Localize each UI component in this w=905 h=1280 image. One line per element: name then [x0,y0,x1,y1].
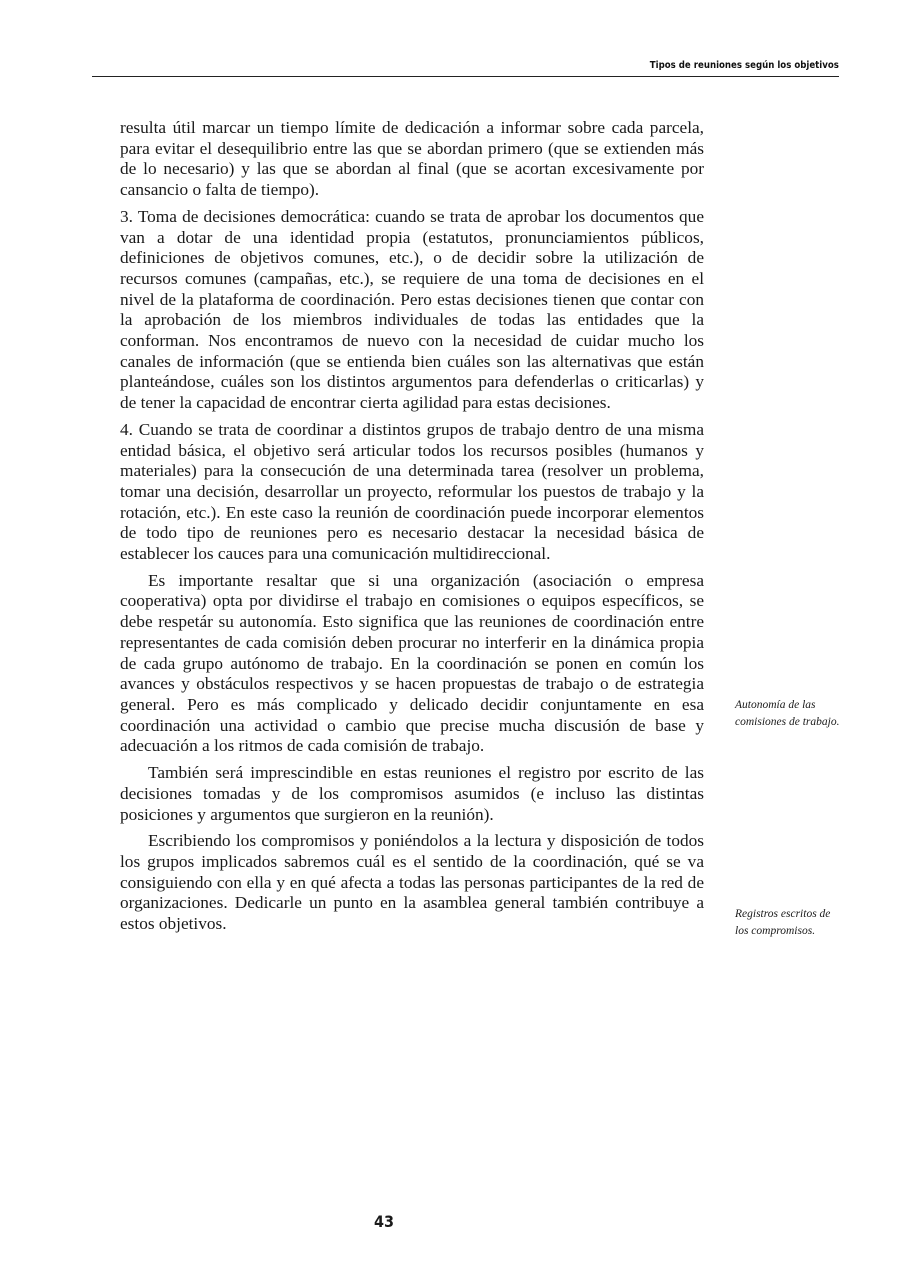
main-text-column [120,118,704,941]
paragraph-item-4: 4. Cuando se trata de coordinar a distintos grupos de trabajo dentro de una misma entidad básica, el objetivo será articular todos los recursos posibles (humanos y materiales) para la consecución de una determinada tarea (resolver un problema, tomar una decisión, desarrollar un proyecto, reformular los puestos de trabajo y la rotación, etc.). En este caso la reunión de coordinación puede incorporar elementos de todo tipo de reuniones pero es necesario destacar la necesidad básica de establecer los cauces para una comunicación multidireccional. [120,419,704,564]
margin-note-autonomy: Autonomía de las comisiones de trabajo. [735,699,840,728]
running-header-title: Tipos de reuniones según los objetivos [649,60,839,71]
header-rule [92,76,839,77]
paragraph-continuation: resulta útil marcar un tiempo límite de dedicación a informar sobre cada parcela, para evitar el desequilibrio entre las que se abordan primero (que se extienden más de lo necesario) y las que se abordan al final (que se acortan excesivamente por cansancio o falta de tiempo). [120,118,704,200]
paragraph-item-3: 3. Toma de decisiones democrática: cuando se trata de aprobar los documentos que van a dotar de una identidad propia (estatutos, pronunciamientos públicos, definiciones de objetivos comunes, etc.), o de decidir sobre la utilización de recursos comunes (campañas, etc.), se requiere de una toma de decisiones en el nivel de la plataforma de coordinación. Pero estas decisiones tienen que contar con la aprobación de los miembros individuales de todas las entidades que la conforman. Nos encontramos de nuevo con la necesidad de cuidar mucho los canales de información (que se entienda bien cuáles son las alternativas que están planteándose, cuáles son los distintos argumentos para defenderlas o criticarlas) y de tener la capacidad de encontrar cierta agilidad para estas decisiones. [120,206,704,413]
page-number: 43 [373,1212,395,1231]
margin-note-records: Registros escritos de los compromisos. [735,908,831,937]
paragraph-autonomy: Es importante resaltar que si una organización (asociación o empresa cooperativa) opta por dividirse el trabajo en comisiones o equipos específicos, se debe respetár su autonomía. Esto significa que las reuniones de coordinación entre representantes de cada comisión deben procurar no interferir en la dinámica propia de cada grupo autónomo de trabajo. En la coordinación se ponen en común los avances y obstáculos respectivos y se hacen propuestas de trabajo o de estrategia general. Pero es más complicado y delicado decidir conjuntamente en esa coordinación una actividad o cambio que precise mucha discusión de base y adecuación a los ritmos de cada comisión de trabajo. [120,570,704,756]
paragraph-commitments: Escribiendo los compromisos y poniéndolos a la lectura y disposición de todos los grupos implicados sabremos cuál es el sentido de la coordinación, qué se va consiguiendo con ella y en qué afecta a todas las personas participantes de la red de organizaciones. Dedicarle un punto en la asamblea general también contribuye a estos objetivos. [120,831,704,934]
paragraph-written-record: También será imprescindible en estas reuniones el registro por escrito de las decisiones tomadas y de los compromisos asumidos (e incluso las distintas posiciones y argumentos que surgieron en la reunión). [120,763,704,824]
